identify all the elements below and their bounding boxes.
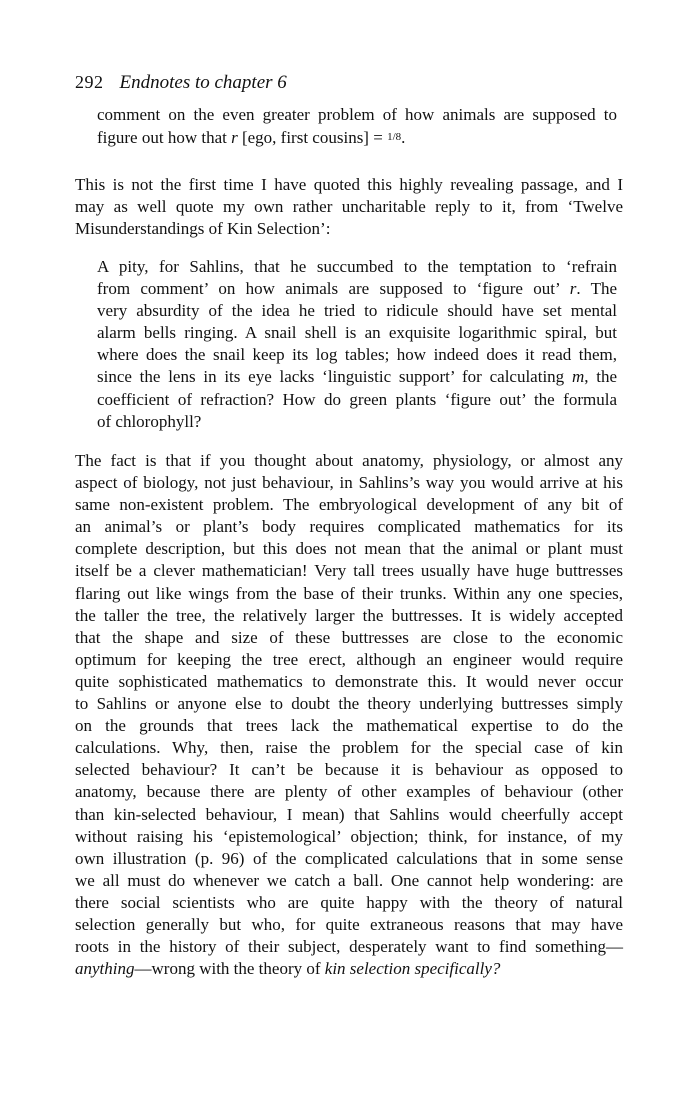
quote-line: A pity, for Sahlins, that he succumbed to the temptation to ‘refrain bbox=[97, 257, 617, 276]
quote-line: figure out how that r [ego, first cousins] = 1/8. bbox=[97, 128, 406, 148]
paragraph-line: This is not the first time I have quoted this highly revealing passage, and I bbox=[75, 175, 623, 194]
quote-line: where does the snail keep its log tables; how indeed does it read them, bbox=[97, 345, 617, 365]
paragraph-line: on the grounds that trees lack the mathematical expertise to do the bbox=[75, 716, 623, 736]
paragraph-line: complete description, but this does not mean that the animal or plant must bbox=[75, 539, 623, 559]
paragraph-line: The fact is that if you thought about anatomy, physiology, or almost any bbox=[75, 451, 623, 470]
paragraph-line: aspect of biology, not just behaviour, in Sahlins’s way you would arrive at his bbox=[75, 473, 623, 493]
paragraph-line: the taller the tree, the relatively larger the buttresses. It is widely accepted bbox=[75, 605, 623, 625]
paragraph bbox=[75, 450, 623, 980]
quote-line: coefficient of refraction? How do green plants ‘figure out’ the formula bbox=[97, 389, 617, 409]
paragraph-line: selected behaviour? It can’t be because it is behaviour as opposed to bbox=[75, 760, 623, 780]
paragraph bbox=[75, 174, 623, 240]
quote-line: comment on the even greater problem of how animals are supposed to bbox=[97, 105, 617, 124]
running-head bbox=[75, 70, 287, 95]
fraction-one-eighth: 1/8 bbox=[387, 131, 402, 144]
chapter-title: Endnotes to chapter 6 bbox=[119, 72, 287, 93]
paragraph-line: calculations. Why, then, raise the problem for the special case of kin bbox=[75, 738, 623, 758]
quote-line: very absurdity of the idea he tried to ridicule should have set mental bbox=[97, 301, 617, 321]
emphasis: kin selection specifically bbox=[324, 959, 492, 979]
paragraph-line: may as well quote my own rather uncharitable reply to it, from ‘Twelve bbox=[75, 197, 623, 217]
paragraph-line: anything—wrong with the theory of kin selection specifically? bbox=[75, 959, 501, 979]
quote-line: from comment’ on how animals are supposed to ‘figure out’ r. The bbox=[97, 279, 618, 299]
paragraph-line: quite sophisticated mathematics to demonstrate this. It would never occur bbox=[75, 671, 623, 691]
paragraph-line: optimum for keeping the tree erect, although an engineer would require bbox=[75, 649, 623, 669]
paragraph-line: than kin-selected behaviour, I mean) that Sahlins would cheerfully accept bbox=[75, 804, 623, 824]
paragraph-line: an animal’s or plant’s body requires complicated mathematics for its bbox=[75, 517, 623, 537]
paragraph-line: selection generally but who, for quite extraneous reasons that may have bbox=[75, 914, 623, 934]
paragraph-line: roots in the history of their subject, desperately want to find something— bbox=[75, 937, 623, 957]
paragraph-line: flaring out like wings from the base of their trunks. Within any one species, bbox=[75, 583, 623, 603]
quote-line: of chlorophyll? bbox=[97, 411, 202, 431]
block-quote bbox=[97, 256, 617, 433]
paragraph-line: to Sahlins or anyone else to doubt the theory underlying buttresses simply bbox=[75, 694, 623, 714]
quote-line: since the lens in its eye lacks ‘linguistic support’ for calculating m, the bbox=[97, 367, 617, 387]
paragraph-line: Misunderstandings of Kin Selection’: bbox=[75, 219, 331, 239]
paragraph-line: itself be a clever mathematician! Very tall trees usually have huge buttresses bbox=[75, 561, 623, 581]
paragraph-line: we all must do whenever we catch a ball. One cannot help wondering: are bbox=[75, 870, 623, 890]
paragraph-line: anatomy, because there are plenty of other examples of behaviour (other bbox=[75, 782, 623, 802]
quote-line: alarm bells ringing. A snail shell is an exquisite logarithmic spiral, but bbox=[97, 323, 617, 343]
paragraph-line: without raising his ‘epistemological’ objection; think, for instance, of my bbox=[75, 826, 623, 846]
paragraph-line: own illustration (p. 96) of the complicated calculations that in some sense bbox=[75, 848, 623, 868]
paragraph-line: there social scientists who are quite happy with the theory of natural bbox=[75, 892, 623, 912]
emphasis: anything bbox=[75, 959, 135, 979]
block-quote-continued bbox=[97, 104, 617, 148]
paragraph-line: same non-existent problem. The embryological development of any bit of bbox=[75, 495, 623, 515]
paragraph-line: that the shape and size of these buttresses are close to the economic bbox=[75, 627, 623, 647]
page-number: 292 bbox=[75, 72, 104, 92]
